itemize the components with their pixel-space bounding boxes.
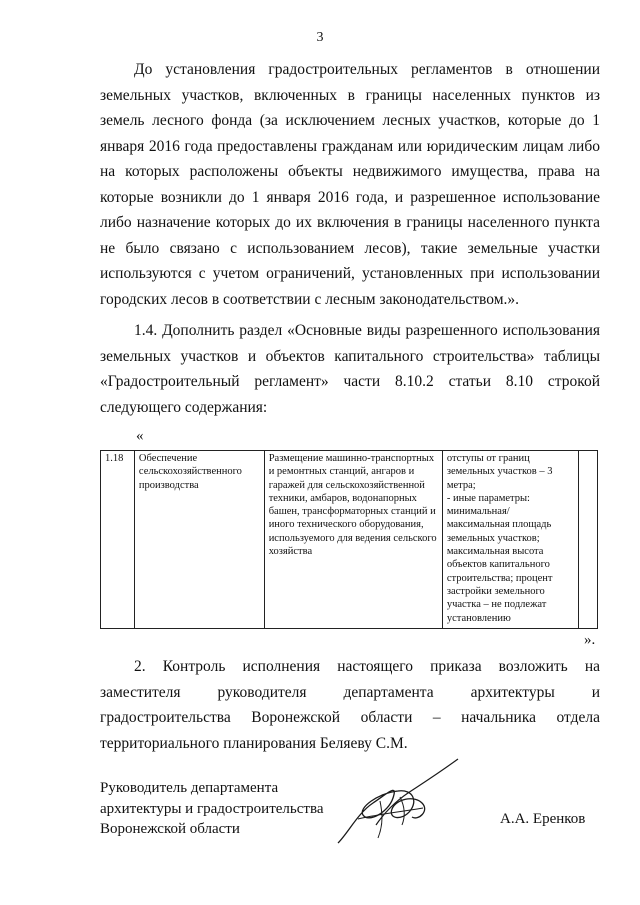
table-row — [101, 451, 598, 629]
regulation-table — [100, 450, 598, 629]
parameters-line: земельных участков – 3 — [446, 466, 553, 478]
signature-title-line: архитектуры и градостроительства — [100, 800, 324, 817]
close-quote: ». — [584, 632, 596, 648]
parameters-line: строительства; процент — [446, 572, 553, 584]
signature-title-line: Воронежской области — [100, 821, 240, 837]
paragraph-control: 2. Контроль исполнения настоящего приказа возложить на заместителя руководителя департамента архитектуры и градостроительства Воронежской области – начальника отдела территориального планирования Беляеву С.М. — [100, 658, 600, 752]
parameters-line: объектов капитального — [446, 559, 550, 571]
parameters-line: земельных участков; — [446, 532, 540, 544]
signatory-name: А.А. Еренков — [500, 811, 586, 827]
signature-title — [100, 778, 323, 840]
paragraph-regulations: До установления градостроительных регламентов в отношении земельных участков, включенных в границы населенных пунктов из земель лесного фонда (за исключением лесных участков, которые до 1 января 2016 года предоставлены гражданам или юридическим лицам либо на которых расположены объекты недвижимого имущества, права на которые возникли до 1 января 2016 года, и разрешенное использование либо назначение которых до их включения в границы населенного пункта не было связано с использованием лесов), такие земельные участки используются с учетом ограничений, установленных при использовании городских лесов в соответствии с лесным законодательством.». — [100, 61, 600, 308]
use-type-description-cell: Размещение машинно-транспортных и ремонтных станций, ангаров и гаражей для сельскохозяйственной техники, амбаров, водонапорных башен, трансформаторных станций и иного технического оборудования, используемого для ведения сельского хозяйства — [264, 451, 442, 629]
parameters-line: установлению — [446, 612, 511, 624]
open-quote: « — [136, 428, 144, 444]
parameters-line: максимальная площадь — [446, 519, 552, 531]
parameters-line: участка – не подлежат — [446, 599, 547, 611]
parameters-line: максимальная высота — [446, 546, 544, 558]
parameters-cell — [442, 451, 578, 629]
page-number: 3 — [316, 30, 324, 45]
handwritten-signature — [318, 753, 468, 853]
empty-cell — [579, 451, 598, 629]
use-type-name-cell: Обеспечение сельскохозяйственного производства — [134, 451, 264, 629]
row-number-cell: 1.18 — [101, 451, 135, 629]
parameters-line: - иные параметры: — [446, 492, 530, 504]
parameters-line: застройки земельного — [446, 585, 545, 597]
parameters-line: отступы от границ — [446, 453, 530, 464]
paragraph-amendment: 1.4. Дополнить раздел «Основные виды разрешенного использования земельных участков и объектов капитального строительства» таблицы «Градостроительный регламент» части 8.10.2 статьи 8.10 строкой следующего содержания: — [100, 322, 600, 416]
parameters-line: минимальная/ — [446, 506, 510, 518]
parameters-line: метра; — [446, 479, 476, 491]
signature-title-line: Руководитель департамента — [100, 780, 279, 796]
